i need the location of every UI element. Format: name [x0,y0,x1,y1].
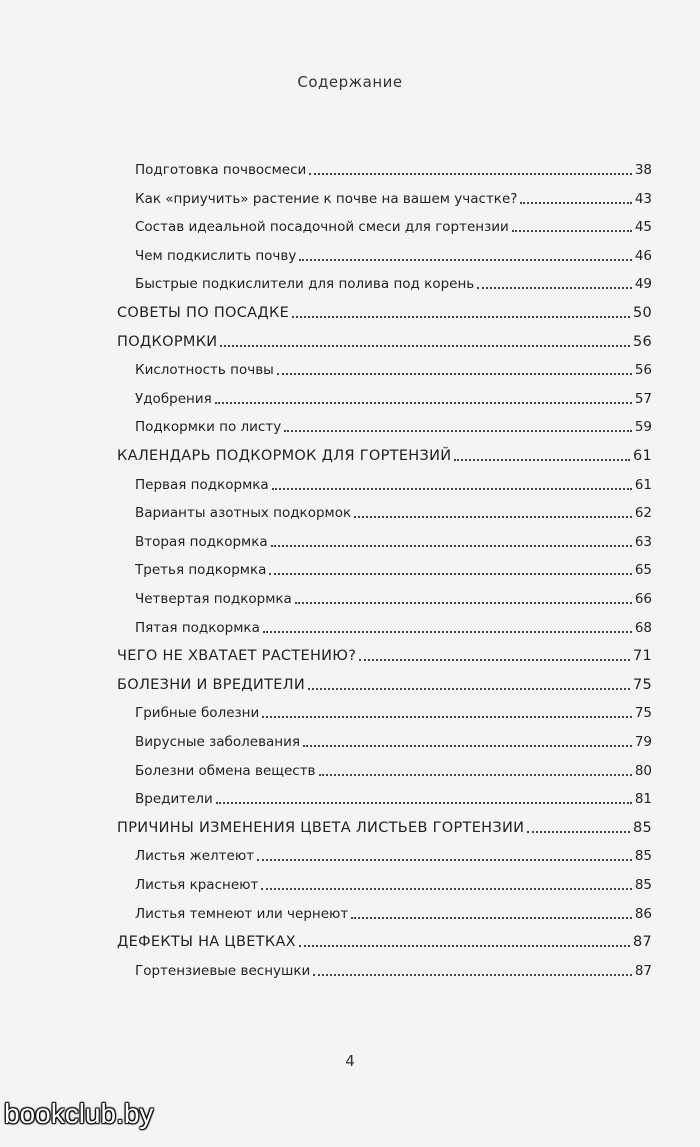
toc-dot-leader [262,716,632,718]
toc-dot-leader [512,230,632,232]
toc-entry-title: Третья подкормка [135,562,267,579]
toc-entry-page: 75 [634,705,652,722]
toc-dot-leader [303,745,632,747]
toc-dot-leader [299,259,631,261]
toc-dot-leader [308,688,630,690]
toc-subsection-entry [135,957,652,981]
toc-entry-title: Чем подкислить почву [135,247,297,264]
toc-section-entry [117,442,652,466]
toc-dot-leader [292,316,630,318]
toc-entry-title: Быстрые подкислители для полива под корень [135,276,475,293]
toc-dot-leader [351,917,632,919]
toc-section-entry [117,299,652,323]
toc-entry-title: Вирусные заболевания [135,734,301,750]
toc-dot-leader [272,488,632,490]
toc-entry-title: ПОДКОРМКИ [117,333,218,350]
toc-entry-title: ПРИЧИНЫ ИЗМЕНЕНИЯ ЦВЕТА ЛИСТЬЕВ ГОРТЕНЗИИ [117,819,525,836]
toc-entry-page: 71 [632,648,652,665]
toc-dot-leader [216,802,632,804]
toc-entry-title: Подготовка почвосмеси [135,162,307,178]
toc-entry-title: Кислотность почвы [135,362,274,379]
toc-entry-page: 85 [632,819,652,836]
toc-entry-title: Вредители [135,791,213,808]
toc-subsection-entry [135,213,652,237]
toc-entry-title: КАЛЕНДАРЬ ПОДКОРМОК ДЛЯ ГОРТЕНЗИЙ [117,448,452,464]
toc-entry-page: 56 [634,362,652,379]
toc-entry-title: Листья желтеют [135,848,255,865]
toc-dot-leader [220,345,629,347]
toc-subsection-entry [135,156,652,180]
toc-dot-leader [299,945,630,947]
toc-subsection-entry [135,900,652,924]
toc-subsection-entry [135,757,652,781]
toc-entry-page: 57 [634,390,652,407]
toc-dot-leader [313,974,632,976]
toc-entry-page: 79 [634,734,652,750]
toc-dot-leader [271,545,632,547]
toc-subsection-entry [135,499,652,523]
toc-entry-title: Болезни обмена веществ [135,762,316,779]
toc-entry-title: ЧЕГО НЕ ХВАТАЕТ РАСТЕНИЮ? [117,648,357,665]
toc-dot-leader [319,774,632,776]
toc-entry-page: 49 [634,276,652,293]
toc-dot-leader [477,287,632,289]
toc-dot-leader [284,430,632,432]
toc-subsection-entry [135,270,652,294]
toc-entry-title: Состав идеальной посадочной смеси для гортензии [135,219,509,236]
toc-entry-page: 38 [634,162,652,178]
toc-entry-title: Пятая подкормка [135,619,260,636]
toc-entry-title: Четвертая подкормка [135,591,292,607]
toc-entry-page: 61 [632,448,652,464]
toc-entry-title: Грибные болезни [135,705,260,722]
toc-entry-page: 68 [634,619,652,636]
toc-entry-page: 63 [634,533,652,550]
toc-entry-title: Варианты азотных подкормок [135,505,352,522]
toc-entry-title: СОВЕТЫ ПО ПОСАДКЕ [117,305,290,321]
toc-subsection-entry [135,385,652,409]
toc-entry-page: 80 [634,762,652,779]
toc-subsection-entry [135,356,652,380]
toc-subsection-entry [135,699,652,723]
toc-entry-page: 46 [634,247,652,264]
toc-dot-leader [520,202,631,204]
toc-entry-title: Первая подкормка [135,476,269,493]
toc-dot-leader [277,373,632,375]
toc-dot-leader [354,516,632,518]
toc-section-entry [117,671,652,695]
watermark: bookclub.by [4,1098,154,1129]
toc-entry-page: 66 [634,591,652,607]
toc-section-entry [117,814,652,838]
toc-entry-page: 56 [632,333,652,350]
toc-entry-title: Листья краснеют [135,877,259,893]
toc-entry-page: 65 [634,562,652,579]
toc-entry-page: 43 [634,190,652,207]
toc-entry-page: 61 [634,476,652,493]
toc-dot-leader [309,173,632,175]
toc-section-entry [117,642,652,666]
toc-dot-leader [257,859,632,861]
toc-entry-page: 85 [634,877,652,893]
toc-subsection-entry [135,585,652,609]
toc-dot-leader [261,888,631,890]
toc-subsection-entry [135,871,652,895]
toc-entry-title: Вторая подкормка [135,533,268,550]
toc-entry-page: 85 [634,848,652,865]
page-header: Содержание [297,73,403,91]
page-number: 4 [345,1052,355,1070]
toc-entry-title: Подкормки по листу [135,419,282,436]
toc-entry-title: Как «приучить» растение к почве на вашем участке? [135,190,518,207]
toc-dot-leader [454,459,630,461]
toc-entry-page: 75 [632,676,652,693]
toc-section-entry [117,328,652,352]
toc-entry-title: Удобрения [135,390,212,407]
toc-subsection-entry [135,614,652,638]
toc-subsection-entry [135,185,652,209]
toc-entry-page: 45 [634,219,652,236]
toc-subsection-entry [135,471,652,495]
toc-subsection-entry [135,728,652,752]
toc-entry-page: 87 [634,962,652,979]
toc-entry-title: Гортензиевые веснушки [135,962,311,979]
toc-subsection-entry [135,556,652,580]
toc-dot-leader [263,631,632,633]
toc-dot-leader [295,602,632,604]
toc-subsection-entry [135,842,652,866]
toc-dot-leader [527,831,630,833]
toc-subsection-entry [135,413,652,437]
toc-entry-title: Листья темнеют или чернеют [135,905,349,922]
toc-dot-leader [269,573,631,575]
toc-entry-page: 50 [632,305,652,321]
toc-dot-leader [215,402,632,404]
toc-subsection-entry [135,785,652,809]
toc-entry-page: 86 [634,905,652,922]
toc-subsection-entry [135,528,652,552]
toc-entry-page: 87 [632,934,652,951]
toc-entry-title: БОЛЕЗНИ И ВРЕДИТЕЛИ [117,676,306,693]
toc-entry-title: ДЕФЕКТЫ НА ЦВЕТКАХ [117,934,296,951]
toc-dot-leader [359,659,630,661]
toc-entry-page: 62 [634,505,652,522]
toc-entry-page: 59 [634,419,652,436]
toc-subsection-entry [135,242,652,266]
toc-section-entry [117,928,652,952]
toc-entry-page: 81 [634,791,652,808]
